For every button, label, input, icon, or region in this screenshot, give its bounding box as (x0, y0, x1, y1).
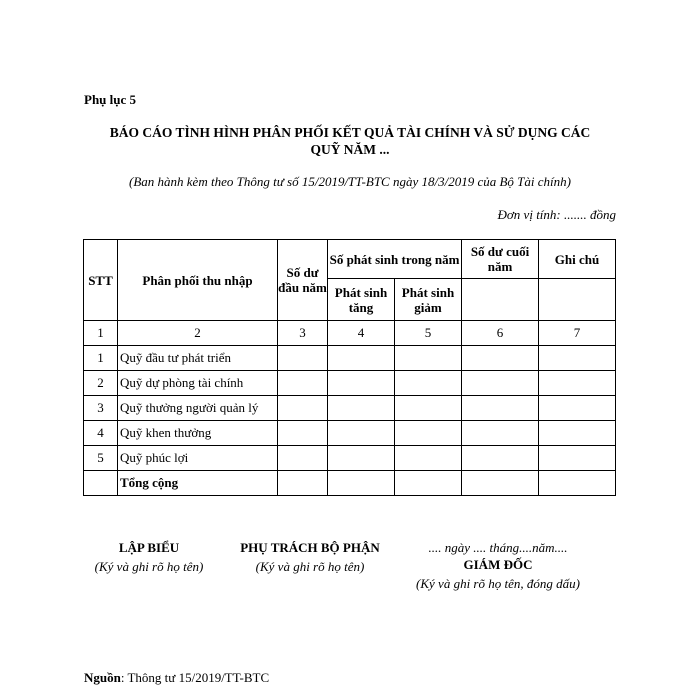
signature-preparer (84, 540, 214, 575)
cell (278, 396, 328, 421)
department-role: PHỤ TRÁCH BỘ PHẬN (240, 540, 380, 555)
column-number: 2 (118, 321, 278, 346)
table-row (84, 346, 616, 371)
cell (462, 471, 539, 496)
cell (395, 396, 462, 421)
row-stt (84, 471, 118, 496)
cell (278, 371, 328, 396)
director-date-line: .... ngày .... tháng....năm.... (428, 540, 568, 555)
source-label: Nguồn (84, 670, 121, 685)
cell (462, 421, 539, 446)
cell (328, 471, 395, 496)
row-label: Quỹ đầu tư phát triển (118, 346, 278, 371)
row-stt: 3 (84, 396, 118, 421)
signature-department (225, 540, 395, 575)
header-closing-blank (462, 279, 539, 321)
column-number: 3 (278, 321, 328, 346)
cell (462, 446, 539, 471)
row-stt: 4 (84, 421, 118, 446)
signature-director (400, 540, 596, 592)
report-title-line-2: QUỸ NĂM ... (310, 142, 390, 157)
row-label: Quỹ khen thưởng (118, 421, 278, 446)
report-title (70, 124, 630, 158)
cell (328, 446, 395, 471)
report-title-line-1: BÁO CÁO TÌNH HÌNH PHÂN PHỐI KẾT QUẢ TÀI CHÍNH VÀ SỬ DỤNG CÁC (109, 125, 591, 140)
cell (539, 421, 616, 446)
appendix-label: Phụ lục 5 (84, 92, 137, 107)
column-number-row (84, 321, 616, 346)
header-opening-balance: Số dư đầu năm (278, 240, 328, 321)
table-row (84, 396, 616, 421)
cell (278, 346, 328, 371)
source-text: : Thông tư 15/2019/TT-BTC (120, 670, 270, 685)
header-decrease: Phát sinh giảm (395, 279, 462, 321)
table-row (84, 446, 616, 471)
cell (278, 446, 328, 471)
row-label: Quỹ dự phòng tài chính (118, 371, 278, 396)
cell (539, 346, 616, 371)
header-distribution: Phân phối thu nhập (118, 240, 278, 321)
header-notes: Ghi chú (539, 240, 616, 279)
column-number: 6 (462, 321, 539, 346)
cell (278, 471, 328, 496)
row-label: Quỹ phúc lợi (118, 446, 278, 471)
cell (462, 346, 539, 371)
cell (395, 446, 462, 471)
header-stt: STT (84, 240, 118, 321)
table-row (84, 421, 616, 446)
total-row (84, 471, 616, 496)
cell (395, 371, 462, 396)
total-label: Tổng cộng (118, 471, 278, 496)
department-note: (Ký và ghi rõ họ tên) (255, 559, 365, 574)
director-role: GIÁM ĐỐC (463, 557, 533, 572)
cell (539, 396, 616, 421)
row-stt: 2 (84, 371, 118, 396)
preparer-role: LẬP BIỂU (118, 540, 180, 555)
cell (328, 371, 395, 396)
cell (462, 371, 539, 396)
cell (328, 421, 395, 446)
cell (278, 421, 328, 446)
header-closing-balance: Số dư cuối năm (462, 240, 539, 279)
source-line (84, 670, 269, 686)
table-row (84, 371, 616, 396)
fund-distribution-table (83, 239, 616, 496)
cell (539, 371, 616, 396)
preparer-note: (Ký và ghi rõ họ tên) (94, 559, 204, 574)
cell (328, 346, 395, 371)
director-note: (Ký và ghi rõ họ tên, đóng dấu) (416, 576, 580, 591)
header-increase: Phát sinh tăng (328, 279, 395, 321)
cell (395, 421, 462, 446)
cell (395, 471, 462, 496)
row-label: Quỹ thưởng người quản lý (118, 396, 278, 421)
header-notes-blank (539, 279, 616, 321)
column-number: 1 (84, 321, 118, 346)
cell (539, 446, 616, 471)
cell (328, 396, 395, 421)
cell (395, 346, 462, 371)
row-stt: 1 (84, 346, 118, 371)
row-stt: 5 (84, 446, 118, 471)
header-arising: Số phát sinh trong năm (328, 240, 462, 279)
cell (462, 396, 539, 421)
column-number: 5 (395, 321, 462, 346)
currency-unit: Đơn vị tính: ....... đồng (497, 207, 616, 222)
report-subtitle: (Ban hành kèm theo Thông tư số 15/2019/TT-BTC ngày 18/3/2019 của Bộ Tài chính) (129, 174, 571, 189)
column-number: 7 (539, 321, 616, 346)
column-number: 4 (328, 321, 395, 346)
cell (539, 471, 616, 496)
